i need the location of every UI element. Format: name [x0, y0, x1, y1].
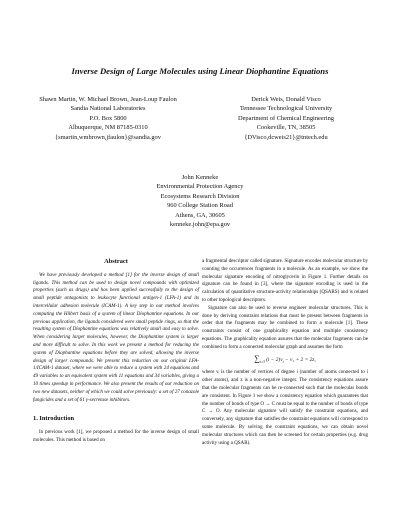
- abstract-body: [33, 272, 199, 405]
- address-line: P.O. Box 5800: [89, 114, 127, 122]
- affiliation-epa: [116, 173, 284, 229]
- author-names: Shawn Martin, W. Michael Brown, Jean-Loup Faulon: [39, 96, 177, 103]
- email: {smartin,wmbrown,jfaulon}@sandia.gov: [55, 133, 161, 141]
- summation-index: i≥3: [259, 359, 265, 364]
- address-line: 960 College Station Road: [167, 202, 233, 210]
- affiliation-tntech: [202, 95, 370, 142]
- left-column: [33, 258, 199, 445]
- organization: Tennessee Technological University: [239, 105, 333, 113]
- paragraph: a fragmental descriptor called signature. Signature encodes molecular structure by counting the occurrences fragments in a molecule. As an example, we show the molecular signature encoding of nitroglycerin in Figure 1. Further details on signature can be found in [3], where the signature encoding is used in the calculation of quantitative structure-activity relationships (QSARS) and is related to other topological descriptors.: [202, 258, 368, 303]
- summation-symbol: ∑: [254, 353, 260, 363]
- right-column: [202, 258, 368, 447]
- abstract-paragraph: We have previously developed a method [1] for the inverse design of small ligands. This method can be used to design novel compounds with optimized properties (such as drugs) and has been applied successfully to the design of small peptide antagonists to leukocyte functional antigen-1 (LFA-1) and its intercellular adhesion molecule (ICAM-1). A key step in our method involves computing the Hilbert basis of a system of linear Diophantine equations. In our previous application, the ligands considered were small peptide rings, so that the resulting system of Diophantine equations was relatively small and easy to solve. When considering larger molecules, however, the Diophantine system is larger and more difficult to solve. In this work we present a method for reducing the system of Diophantine equations before they are solved, allowing the inverse design of larger compounds. We present this reduction on our original LFA-1/ICAM-1 dataset, where we were able to reduce a system with 24 equations and 49 variables to an equivalent system with 11 equations and 34 variables, giving a 10 times speedup in performance. We also present the results of our reduction on two new datasets, neither of which we could solve previously: a set of 27 conazole fungicides and a set of 61 γ-secretase inhibitors.: [33, 271, 199, 403]
- equation-rest: − ν₁ + 2 = 2z,: [283, 356, 316, 363]
- equation-subscript: i: [282, 359, 284, 364]
- paragraph: where νᵢ is the number of vertices of degree i (number of atoms connected to i other atoms), and z is a non-negative integer. The consistency equations assure that the molecular fragments can be re-connected such that the molecular bonds are consistent. In Figure 1 we show a consistency equation which guarantees that the number of bonds of type O → C must be equal to the number of bonds of type C → O. Any molecular signature will satisfy the constraint equations, and conversely, any signature that satisfies the constraint equations will correspond to some molecule. By solving the constraint equations, we can obtain novel molecular structures which can then be screened for certain properties (e.g. drug activity using a QSAR).: [202, 369, 368, 446]
- division: Ecosystems Research Division: [160, 192, 240, 200]
- abstract-heading: Abstract: [104, 258, 128, 265]
- department: Department of Chemical Engineering: [237, 114, 334, 122]
- section-heading-introduction: 1. Introduction: [33, 415, 75, 423]
- organization: Environmental Protection Agency: [156, 183, 244, 191]
- author-names: Derick Weis, Donald Visco: [251, 96, 321, 103]
- address-line: Athens, GA, 30605: [175, 211, 225, 219]
- paper-title: Inverse Design of Large Molecules using Linear Diophantine Equations: [71, 66, 329, 76]
- body-text: [202, 258, 368, 447]
- organization: Sandia National Laboratories: [70, 105, 146, 113]
- address-line: Albuquerque, NM 87185-0310: [68, 124, 148, 132]
- affiliation-sandia: [24, 95, 192, 142]
- email: kenneke.john@epa.gov: [169, 221, 231, 229]
- introduction-body: [33, 429, 199, 445]
- email: {DVisco,dcweis21}@tntech.edu: [244, 133, 328, 141]
- paragraph: Signature can also be used to reverse engineer molecular structures. This is done by deriving constraint relations that must be present between fragments in order that the fragments may be combined to form a molecule [1]. These constraints consist of one graphicality equation and multiple consistency equations. The graphicality equation assures that the molecular fragments can be combined to form a connected molecular graph and assumes the form: [202, 304, 368, 350]
- equation-term: (i − 2)ν: [266, 356, 283, 363]
- paragraph: In previous work [1], we proposed a method for the inverse design of small molecules. This method is based on: [33, 429, 199, 443]
- graphicality-equation: [202, 355, 368, 367]
- address-line: Cookeville, TN, 38505: [256, 124, 316, 132]
- author-names: John Kenneke: [181, 174, 219, 181]
